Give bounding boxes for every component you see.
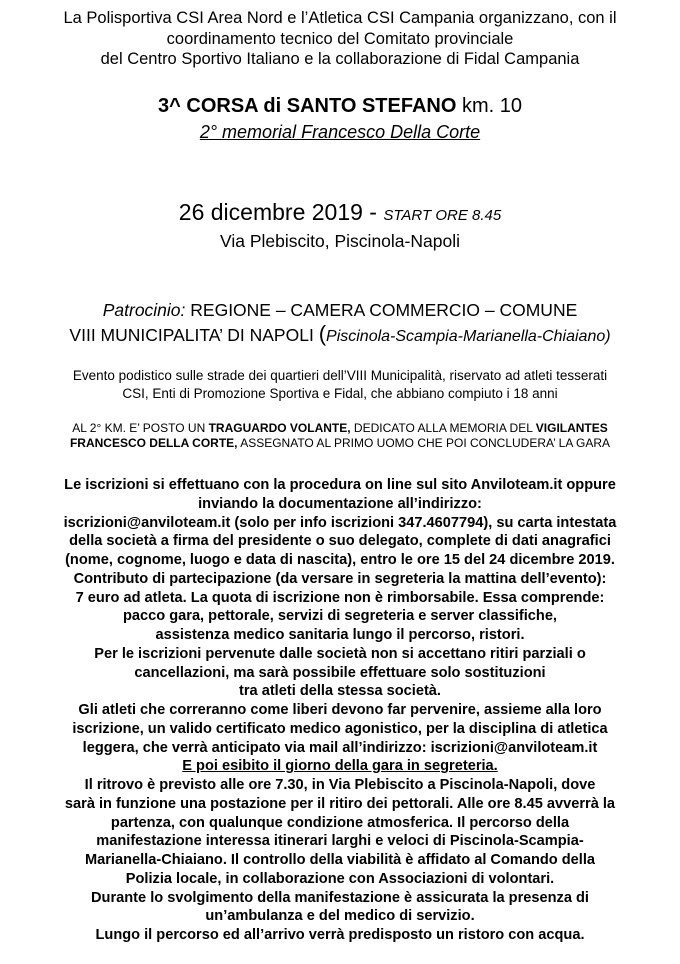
details-line: inviando la documentazione all’indirizzo: [198,495,482,512]
details-line: un’ambulanza e del medico di servizio. [205,908,475,925]
text-run-heavy: ritrovo [96,777,144,793]
text-run: è previsto alle [143,777,249,793]
flying-finish-line-2 [0,436,680,451]
text-run: (solo per info iscrizioni 347.4607794), su carta intestata [230,514,617,531]
email-link[interactable]: iscrizioni@anviloteam.it [430,739,598,756]
text-run-heavy: leggera [82,739,135,756]
text-run: della [531,814,570,831]
text-run: AL 2° KM. E’ POSTO UN [72,421,209,435]
text-run-heavy: Via Plebiscito a Piscinola-Napoli [328,777,554,793]
patronage-municipality: VIII MUNICIPALITA’ DI NAPOLI [69,325,319,345]
details-line [0,832,680,851]
details-line [0,739,680,758]
text-run: manifestazione interessa itinerari larghi e veloci di [96,833,450,850]
text-run: DEDICATO ALLA MEMORIA DEL [350,421,536,435]
text-run: ASSEGNATO AL PRIMO UOMO CHE POI CONCLUDERA’ LA GARA [237,436,611,450]
event-distance: km. 10 [456,95,522,117]
text-run-heavy: Piscinola-Scampia- [449,833,584,850]
details-line [0,776,680,795]
text-run-bold: VIGILANTES [535,421,608,435]
patronage-label: Patrocinio: [102,300,186,320]
details-line: (nome, cognome, luogo e data di nascita), entro le ore 15 del 24 dicembre 2019. [65,552,615,568]
text-run: partenza, con qualunque condizione atmosferica. Il [110,814,470,831]
registration-details [0,476,680,945]
details-line: assistenza medico sanitaria lungo il percorso, ristori. [155,627,525,643]
event-title-main: 3^ CORSA di SANTO STEFANO [158,95,457,117]
event-date [0,199,680,226]
text-run: iscrizione, un valido certificato medico agonistico, per la disciplina di [72,720,558,737]
details-line [0,514,680,533]
email-link[interactable]: iscrizioni@anviloteam.it [63,514,231,531]
details-line: Durante lo svolgimento della manifestazione è assicurata la presenza di [91,889,589,906]
memorial-subtitle-text: 2° memorial Francesco Della Corte [199,122,481,142]
intro-line: del Centro Sportivo Italiano e la collaborazione di Fidal Campania [100,50,580,68]
event-title [0,94,680,118]
text-run-heavy: Marianella-Chiaiano. [84,852,227,868]
event-date-text: 26 dicembre 2019 - [178,199,384,225]
text-run: Il controllo della viabilità è affidato al Comando della [226,852,596,868]
event-venue [0,231,680,252]
details-line [0,757,680,776]
intro-line: La Polisportiva CSI Area Nord e l’Atletica CSI Campania organizzano, con il [63,9,617,27]
event-description-line: CSI, Enti di Promozione Sportiva e Fidal, che abbiano compiuto i 18 anni [122,385,558,401]
details-line [0,701,680,720]
text-run-heavy: liberi [292,702,328,718]
event-description-line: Evento podistico sulle strade dei quartieri dell’VIII Municipalità, riservato ad atleti tesserati [72,368,608,383]
details-line: pacco gara, pettorale, servizi di segreteria e server classifiche, [123,608,557,625]
text-run-bold: TRAGUARDO VOLANTE, [208,421,351,435]
text-run: devono far pervenire, assieme alla loro [327,702,602,718]
patronage [0,298,680,349]
text-run-heavy: atletica [557,720,608,737]
details-line: Per le iscrizioni pervenute dalle società non si accettano ritiri parziali o [94,645,586,662]
venue-text: Via Plebiscito, Piscinola-Napoli [220,231,460,251]
intro-line: coordinamento tecnico del Comitato provinciale [166,29,514,48]
details-line: tra atleti della stessa società. [239,683,441,700]
details-line [0,720,680,739]
text-run: Il [84,777,97,793]
details-line: Le iscrizioni si effettuano con la procedura on line sul sito Anviloteam.it oppure [64,477,616,493]
details-line: cancellazioni, ma sarà possibile effettuare solo sostituzioni [134,664,546,681]
patronage-line-2 [0,322,680,349]
text-run: , dove [553,777,596,793]
flying-finish-note [0,421,680,451]
text-run-heavy: percorso [469,814,532,831]
start-time: START ORE 8.45 [383,207,502,224]
details-line: 7 euro ad atleta. La quota di iscrizione non è rimborsabile. Essa comprende: [75,589,605,606]
segreteria-note: E poi esibito il giorno della gara in segreteria. [182,758,498,775]
event-description [0,367,680,402]
details-line: della società a firma del presidente o suo delegato, complete di dati anagrafici [69,533,611,550]
text-run: , che verrà anticipato via mail all’indirizzo: [134,739,431,756]
memorial-subtitle [0,122,680,143]
patronage-districts: Piscinola-Scampia-Marianella-Chiaiano) [326,328,611,345]
text-run: , in [303,777,329,793]
details-line: Lungo il percorso ed all’arrivo verrà predisposto un ristoro con acqua. [95,927,585,943]
text-run: Gli atleti che correranno come [78,702,293,718]
details-line [0,851,680,870]
details-line [0,814,680,833]
details-line: sarà in funzione una postazione per il ritiro dei pettorali. Alle ore 8.45 avverrà la [64,795,616,812]
text-run-bold: FRANCESCO DELLA CORTE, [69,436,238,450]
patronage-entities: REGIONE – CAMERA COMMERCIO – COMUNE [185,300,578,320]
details-line: Contributo di partecipazione (da versare in segreteria la mattina dell’evento): [73,570,607,587]
flying-finish-line-1 [0,421,680,436]
organizers-intro [0,8,680,70]
patronage-line-1 [0,298,680,322]
text-run-heavy: ore 7.30 [248,777,304,793]
patronage-paren: ( [318,321,327,346]
details-line: Polizia locale, in collaborazione con Associazioni di volontari. [125,870,555,887]
